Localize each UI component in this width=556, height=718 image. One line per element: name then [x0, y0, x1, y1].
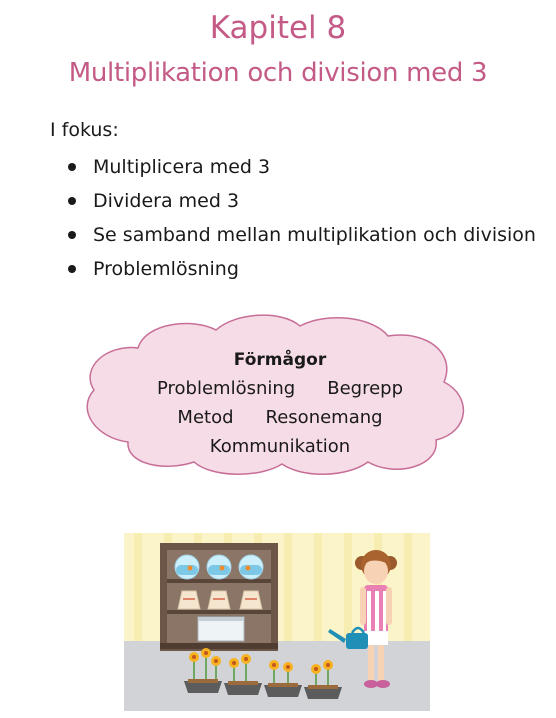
focus-item	[68, 218, 536, 252]
bullet-icon	[68, 163, 76, 171]
focus-heading: I fokus:	[50, 119, 119, 141]
abilities-row	[120, 404, 440, 432]
focus-item-label: Problemlösning	[93, 258, 239, 280]
fishbowl-icon	[175, 555, 263, 579]
abilities-row	[120, 433, 440, 461]
focus-item	[68, 184, 536, 218]
chapter-subtitle: Multiplikation och division med 3	[68, 58, 488, 88]
focus-item-label: Multiplicera med 3	[93, 156, 271, 178]
chapter-title: Kapitel 8	[209, 10, 347, 46]
focus-list	[68, 150, 536, 286]
ability-kommunikation: Kommunikation	[209, 436, 351, 457]
bullet-icon	[68, 265, 76, 273]
bullet-icon	[68, 231, 76, 239]
focus-item-label: Dividera med 3	[93, 190, 240, 212]
focus-item-label: Se samband mellan multiplikation och division	[93, 224, 536, 246]
illustration	[124, 533, 430, 711]
seed-bag-icon	[178, 591, 262, 609]
ability-metod: Metod	[177, 407, 234, 428]
abilities-title: Förmågor	[233, 350, 327, 370]
ability-resonemang: Resonemang	[265, 407, 383, 428]
focus-item	[68, 252, 536, 286]
ability-begrepp: Begrepp	[327, 378, 403, 399]
abilities-row	[120, 375, 440, 403]
focus-item	[68, 150, 536, 184]
ability-problemlosning: Problemlösning	[156, 378, 296, 399]
bullet-icon	[68, 197, 76, 205]
aquarium-icon	[198, 617, 244, 641]
